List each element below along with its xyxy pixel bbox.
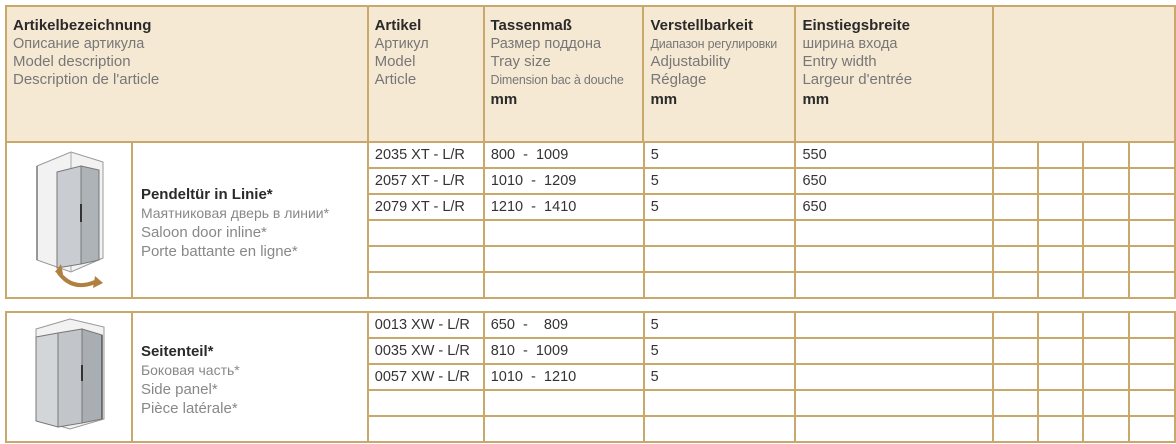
cell-empty xyxy=(1038,272,1083,298)
cell-empty xyxy=(1038,168,1083,194)
cell-empty xyxy=(1083,142,1129,168)
cell-empty xyxy=(1083,364,1129,390)
cell-empty xyxy=(1083,390,1129,416)
cell-article: 2035 XT - L/R xyxy=(368,142,484,168)
cell-adjust: 5 xyxy=(644,168,796,194)
cell-tray xyxy=(484,390,644,416)
cell-empty xyxy=(1083,168,1129,194)
cell-tray: 1210 - 1410 xyxy=(484,194,644,220)
section-saloon-door xyxy=(5,141,1176,299)
product-image-cell xyxy=(6,312,132,442)
cell-empty xyxy=(1083,338,1129,364)
section-side-panel xyxy=(5,311,1176,443)
cell-empty xyxy=(1129,390,1175,416)
cell-empty xyxy=(1129,168,1175,194)
cell-empty xyxy=(1038,220,1083,246)
cell-empty xyxy=(1083,416,1129,442)
header-article: Artikel Артикул Model Article xyxy=(368,6,484,142)
cell-article: 0035 XW - L/R xyxy=(368,338,484,364)
product-image-cell xyxy=(6,142,132,298)
saloon-door-shower-icon xyxy=(19,144,119,292)
cell-empty xyxy=(1129,416,1175,442)
cell-empty xyxy=(1129,338,1175,364)
cell-empty xyxy=(1038,364,1083,390)
cell-article xyxy=(368,390,484,416)
cell-entry: 650 xyxy=(795,194,993,220)
cell-entry xyxy=(795,312,993,338)
cell-empty xyxy=(993,338,1038,364)
cell-adjust: 5 xyxy=(644,312,796,338)
cell-entry xyxy=(795,272,993,298)
cell-article: 2079 XT - L/R xyxy=(368,194,484,220)
cell-empty xyxy=(1129,364,1175,390)
cell-empty xyxy=(1129,246,1175,272)
cell-article: 0057 XW - L/R xyxy=(368,364,484,390)
cell-empty xyxy=(1129,220,1175,246)
cell-tray: 810 - 1009 xyxy=(484,338,644,364)
cell-entry xyxy=(795,364,993,390)
cell-empty xyxy=(1038,312,1083,338)
cell-empty xyxy=(1083,312,1129,338)
header-description: Artikelbezeichnung Описание артикула Model description Description de l'article xyxy=(6,6,368,142)
cell-empty xyxy=(1038,246,1083,272)
cell-empty xyxy=(1038,142,1083,168)
cell-entry xyxy=(795,246,993,272)
cell-empty xyxy=(993,246,1038,272)
cell-adjust xyxy=(644,246,796,272)
table-header xyxy=(5,5,1176,143)
cell-empty xyxy=(993,312,1038,338)
cell-article xyxy=(368,416,484,442)
product-description: Pendeltür in Linie* Маятниковая дверь в линии* Saloon door inline* Porte battante en ligne* xyxy=(132,142,368,298)
cell-tray: 800 - 1009 xyxy=(484,142,644,168)
header-adjustability: Verstellbarkeit Диапазон регулировки Adjustability Réglage mm xyxy=(643,6,795,142)
cell-entry xyxy=(795,220,993,246)
cell-empty xyxy=(993,220,1038,246)
cell-adjust xyxy=(644,416,796,442)
cell-empty xyxy=(1129,194,1175,220)
cell-tray: 1010 - 1210 xyxy=(484,364,644,390)
cell-tray: 650 - 809 xyxy=(484,312,644,338)
cell-empty xyxy=(1038,416,1083,442)
cell-adjust: 5 xyxy=(644,142,796,168)
header-tray-size: Tassenmaß Размер поддона Tray size Dimension bac à douche mm xyxy=(484,6,644,142)
cell-article: 2057 XT - L/R xyxy=(368,168,484,194)
cell-empty xyxy=(1129,272,1175,298)
header-entry-width: Einstiegsbreite ширина входа Entry width Largeur d'entrée mm xyxy=(795,6,993,142)
cell-entry xyxy=(795,390,993,416)
cell-article: 0013 XW - L/R xyxy=(368,312,484,338)
side-panel-shower-icon xyxy=(24,315,114,435)
cell-entry xyxy=(795,416,993,442)
cell-tray xyxy=(484,220,644,246)
cell-empty xyxy=(1083,194,1129,220)
cell-empty xyxy=(993,142,1038,168)
cell-empty xyxy=(993,272,1038,298)
cell-adjust: 5 xyxy=(644,338,796,364)
cell-tray xyxy=(484,246,644,272)
cell-adjust: 5 xyxy=(644,194,796,220)
cell-empty xyxy=(993,194,1038,220)
cell-empty xyxy=(993,364,1038,390)
cell-empty xyxy=(1129,312,1175,338)
cell-article xyxy=(368,246,484,272)
cell-empty xyxy=(1038,194,1083,220)
cell-empty xyxy=(1083,272,1129,298)
cell-tray xyxy=(484,272,644,298)
cell-entry xyxy=(795,338,993,364)
cell-adjust xyxy=(644,390,796,416)
header-empty xyxy=(993,6,1175,142)
cell-article xyxy=(368,272,484,298)
cell-empty xyxy=(1038,338,1083,364)
cell-empty xyxy=(1083,246,1129,272)
cell-adjust xyxy=(644,272,796,298)
cell-tray xyxy=(484,416,644,442)
cell-empty xyxy=(1038,390,1083,416)
cell-empty xyxy=(993,168,1038,194)
cell-entry: 650 xyxy=(795,168,993,194)
cell-empty xyxy=(1083,220,1129,246)
cell-adjust: 5 xyxy=(644,364,796,390)
cell-empty xyxy=(1129,142,1175,168)
cell-adjust xyxy=(644,220,796,246)
cell-entry: 550 xyxy=(795,142,993,168)
cell-empty xyxy=(993,390,1038,416)
product-description: Seitenteil* Боковая часть* Side panel* Pièce latérale* xyxy=(132,312,368,442)
cell-empty xyxy=(993,416,1038,442)
cell-tray: 1010 - 1209 xyxy=(484,168,644,194)
cell-article xyxy=(368,220,484,246)
